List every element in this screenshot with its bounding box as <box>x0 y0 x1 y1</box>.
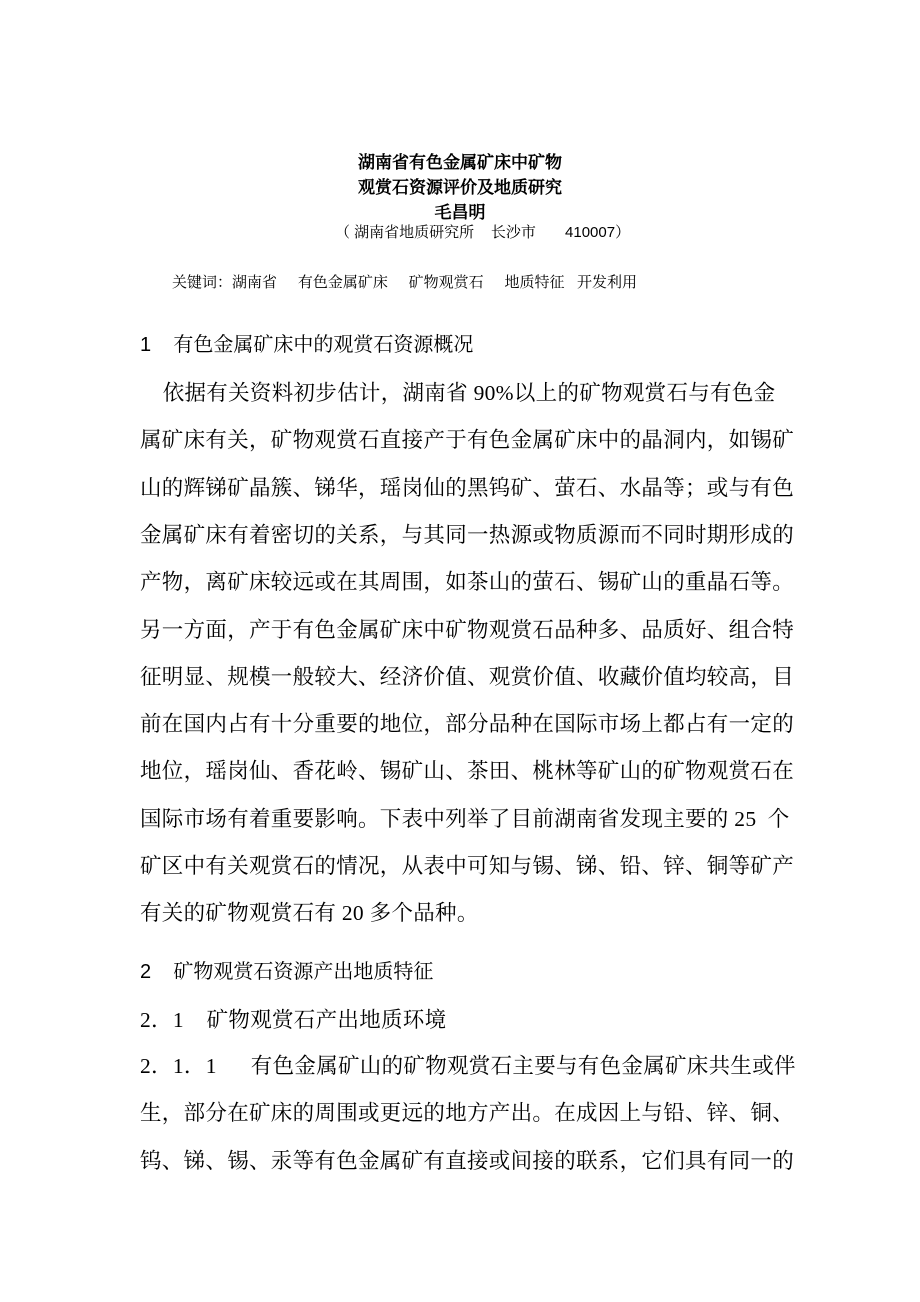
paragraph-line: 钨、锑、锡、汞等有色金属矿有直接或间接的联系，它们具有同一的 <box>140 1148 795 1173</box>
paragraph-line: 山的辉锑矿晶簇、锑华，瑶岗仙的黑钨矿、萤石、水晶等；或与有色 <box>140 475 795 500</box>
affiliation: （ 湖南省地质研究所 长沙市 410007） <box>335 224 631 241</box>
author: 毛昌明 <box>434 203 486 222</box>
paragraph-line: 生，部分在矿床的周围或更远的地方产出。在成因上与铅、锌、铜、 <box>140 1101 795 1126</box>
paragraph-line: 地位，瑶岗仙、香花岭、锡矿山、茶田、桃林等矿山的矿物观赏石在 <box>140 759 795 784</box>
keywords: 关键词：湖南省 有色金属矿床 矿物观赏石 地质特征 开发利用 <box>172 274 638 291</box>
paragraph-line: 2．1．1 有色金属矿山的矿物观赏石主要与有色金属矿床共生或伴 <box>140 1054 796 1078</box>
paragraph-line: 矿区中有关观赏石的情况，从表中可知与锡、锑、铅、锌、铜等矿产 <box>140 854 795 878</box>
section-1-heading: 1 有色金属矿床中的观赏石资源概况 <box>140 334 474 356</box>
paragraph-line: 金属矿床有着密切的关系，与其同一热源或物质源而不同时期形成的 <box>140 522 795 547</box>
paragraph-line: 国际市场有着重要影响。下表中列举了目前湖南省发现主要的 25 个 <box>140 806 790 831</box>
title-line-2: 观赏石资源评价及地质研究 <box>358 178 562 197</box>
title-line-1: 湖南省有色金属矿床中矿物 <box>358 153 562 172</box>
paragraph-line: 另一方面，产于有色金属矿床中矿物观赏石品种多、品质好、组合特 <box>140 617 795 642</box>
paragraph-line: 属矿床有关，矿物观赏石直接产于有色金属矿床中的晶洞内，如锡矿 <box>140 428 795 453</box>
paragraph-line: 征明显、规模一般较大、经济价值、观赏价值、收藏价值均较高，目 <box>140 664 795 689</box>
section-2-1-heading: 2．1 矿物观赏石产出地质环境 <box>140 1008 447 1032</box>
paragraph-line: 前在国内占有十分重要的地位，部分品种在国际市场上都占有一定的 <box>140 712 795 737</box>
paragraph-line: 产物，离矿床较远或在其周围，如茶山的萤石、锡矿山的重晶石等。 <box>140 570 795 595</box>
paragraph-line: 有关的矿物观赏石有 20 多个品种。 <box>140 901 479 926</box>
paragraph-line: 依据有关资料初步估计，湖南省 90%以上的矿物观赏石与有色金 <box>140 381 776 405</box>
section-2-heading: 2 矿物观赏石资源产出地质特征 <box>140 961 434 983</box>
